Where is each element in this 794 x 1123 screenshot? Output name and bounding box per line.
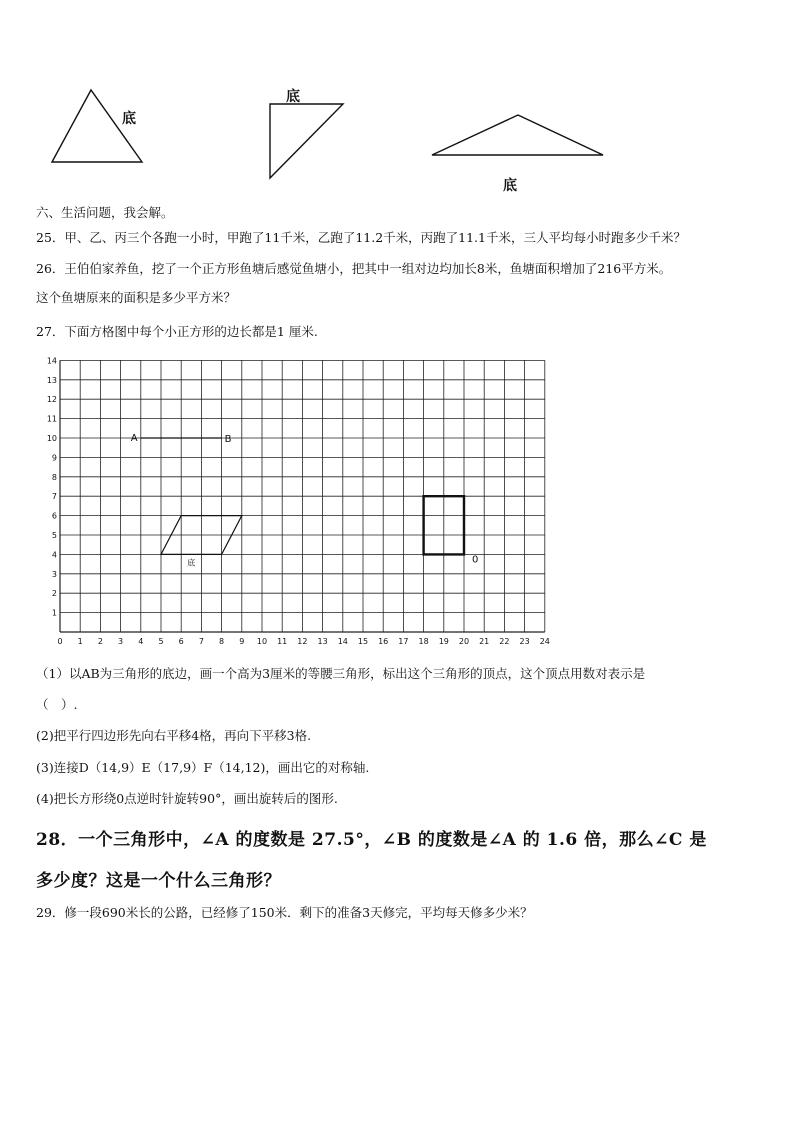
question-27-sub-4: (4)把长方形绕0点逆时针旋转90°，画出旋转后的图形. [36,791,338,806]
x-tick-label: 11 [277,637,288,646]
section-heading: 六、生活问题，我会解。 [36,205,174,220]
x-tick-label: 2 [97,637,103,646]
x-tick-label: 20 [458,637,470,646]
x-tick-label: 5 [158,637,164,646]
triangle-2-base-label: 底 [286,89,300,105]
y-tick-label: 14 [46,356,57,366]
point-a-label: A [130,433,138,444]
question-27-sub-2: (2)把平行四边形先向右平移4格，再向下平移3格. [36,728,312,743]
rotation-point-label: 0 [472,554,479,566]
y-tick-label: 4 [51,550,57,560]
y-tick-label: 7 [51,492,57,502]
question-26-line-1: 26．王伯伯家养鱼，挖了一个正方形鱼塘后感觉鱼塘小，把其中一组对边均加长8米，鱼塘面积增加了216平方米。 [36,261,672,276]
question-27-sub-1-line-2: （ ）. [36,697,78,712]
x-tick-label: 10 [256,637,268,646]
x-tick-label: 0 [57,637,63,646]
x-tick-label: 23 [519,637,530,646]
y-tick-label: 9 [51,453,57,463]
parallelogram-base-label: 底 [187,558,196,568]
question-29: 29．修一段690米长的公路，已经修了150米．剩下的准备3天修完，平均每天修多少米？ [36,905,533,920]
coordinate-grid [30,352,560,647]
x-tick-label: 15 [357,637,369,646]
triangle-3-base-label: 底 [503,178,517,194]
x-tick-label: 17 [398,637,409,646]
y-tick-label: 2 [51,589,57,599]
x-tick-label: 24 [539,637,550,646]
y-tick-label: 5 [51,531,57,540]
x-tick-label: 16 [378,637,389,646]
triangle-figures [0,80,640,195]
x-tick-label: 19 [438,637,449,646]
x-tick-label: 22 [499,637,510,646]
x-tick-label: 21 [479,637,490,646]
point-b-label: B [224,434,232,445]
triangle-3 [432,115,603,155]
triangle-2 [270,104,343,178]
x-tick-label: 3 [118,637,124,646]
x-tick-label: 12 [297,637,308,646]
y-tick-label: 10 [46,434,57,443]
x-tick-label: 14 [337,637,348,646]
x-tick-label: 18 [418,637,429,646]
question-27-sub-3: (3)连接D（14,9）E（17,9）F（14,12)，画出它的对称轴. [36,760,370,775]
y-tick-label: 12 [46,395,57,405]
x-tick-label: 6 [178,637,184,646]
triangle-1-base-label: 底 [122,111,136,127]
x-tick-label: 9 [239,637,245,646]
x-tick-label: 8 [219,637,225,646]
question-25: 25．甲、乙、丙三个各跑一小时，甲跑了11千米，乙跑了11.2千米，丙跑了11.1千米，三人平均每小时跑多少千米？ [36,230,686,245]
question-27-sub-1-line-1: （1）以AB为三角形的底边，画一个高为3厘米的等腰三角形，标出这个三角形的顶点，这个顶点用数对表示是 [36,666,646,681]
y-tick-label: 3 [51,569,57,579]
x-tick-label: 7 [198,637,204,646]
y-tick-label: 1 [51,608,57,618]
question-27-intro: 27．下面方格图中每个小正方形的边长都是1 厘米. [36,324,318,339]
question-26-line-2: 这个鱼塘原来的面积是多少平方米？ [36,290,237,305]
x-tick-label: 1 [77,637,83,646]
question-28-line-2: 多少度？这是一个什么三角形？ [36,871,281,891]
x-tick-label: 13 [317,637,328,646]
y-tick-label: 8 [51,472,57,482]
y-tick-label: 13 [46,375,57,385]
question-28-line-1: 28．一个三角形中，∠A 的度数是 27.5°，∠B 的度数是∠A 的 1.6 倍，那么∠C 是 [36,830,707,850]
x-tick-label: 4 [138,637,144,646]
y-tick-label: 6 [51,511,57,521]
y-tick-label: 11 [46,414,57,424]
